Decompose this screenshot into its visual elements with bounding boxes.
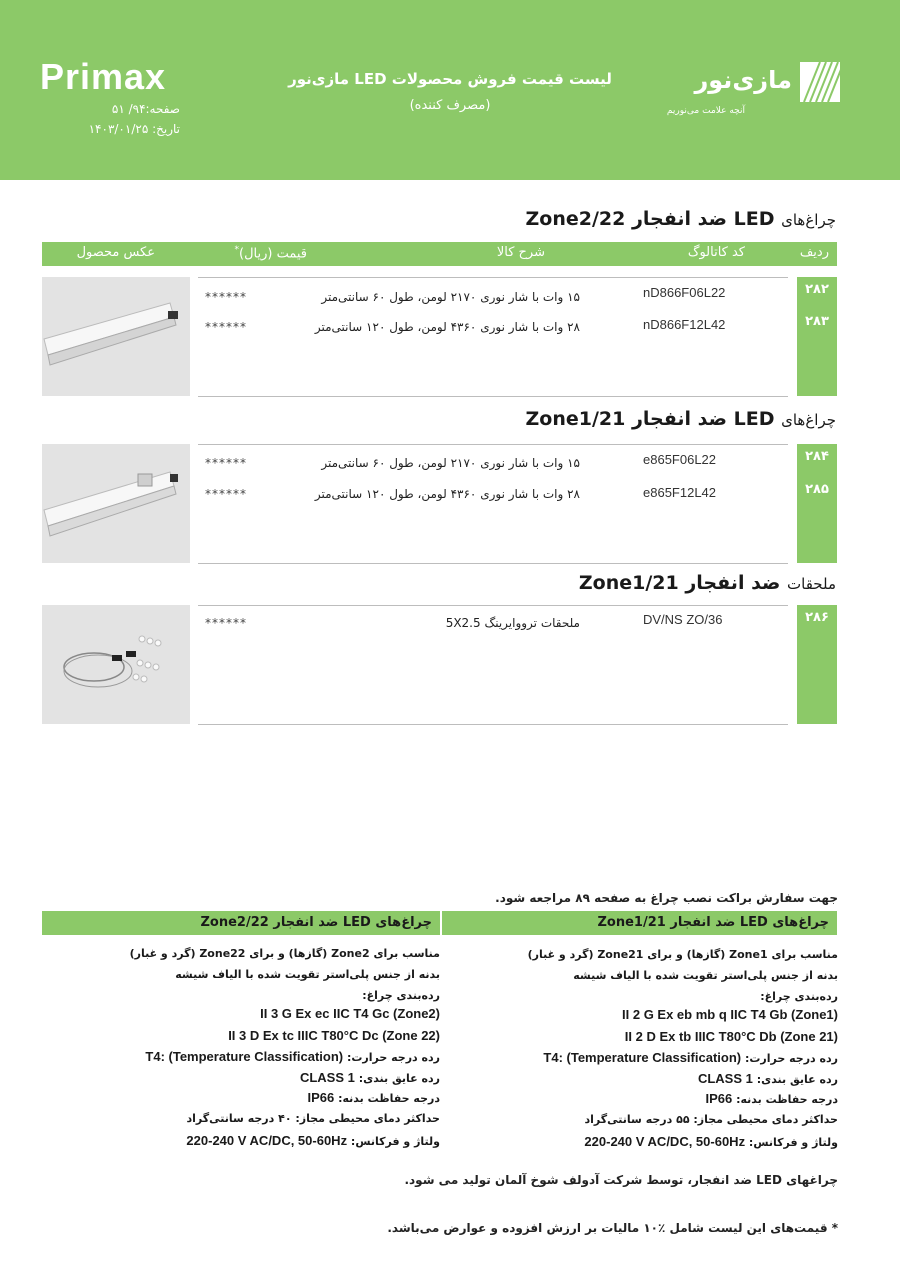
row-divider: [198, 444, 788, 445]
row-number: ۲۸۳: [805, 314, 829, 329]
product-description: ۲۸ وات با شار نوری ۴۳۶۰ لومن، طول ۱۲۰ سانتی‌متر: [314, 487, 580, 501]
spec-ip: درجه حفاظت بدنه: IP66: [705, 1091, 838, 1106]
catalog-code: e865F06L22: [643, 452, 717, 467]
spec-class-dust: II 2 D Ex tb IIIC T80°C Db (Zone 21): [624, 1029, 838, 1044]
bracket-note: جهت سفارش براکت نصب چراغ به صفحه ۸۹ مراجعه شود.: [495, 891, 838, 905]
row-number: ۲۸۶: [805, 610, 829, 625]
column-header-bar: [42, 242, 837, 266]
spec-class-label: رده‌بندی چراغ:: [760, 990, 838, 1003]
product-price: ******: [205, 290, 247, 304]
row-divider: [198, 277, 788, 278]
section-title-accessories: ملحقات ضد انفجار Zone1/21: [578, 572, 836, 594]
product-image: [42, 444, 190, 563]
luminaire-icon: [42, 277, 190, 396]
product-description: ۱۵ وات با شار نوری ۲۱۷۰ لومن، طول ۶۰ سانتی‌متر: [321, 456, 580, 470]
row-divider: [198, 563, 788, 564]
row-divider: [198, 396, 788, 397]
product-price: ******: [205, 320, 247, 334]
spec-suitability: مناسب برای Zone1 (گازها) و برای Zone21 (گرد و غبار): [527, 948, 838, 961]
catalog-code: nD866F12L42: [643, 317, 726, 332]
row-divider: [198, 605, 788, 606]
logo-tagline: آنچه علامت می‌نوریم: [666, 106, 745, 116]
catalog-code: e865F12L42: [643, 485, 717, 500]
spec-suitability: مناسب برای Zone2 (گازها) و برای Zone22 (گرد و غبار): [129, 947, 440, 960]
spec-insulation: رده عایق بندی: CLASS 1: [697, 1071, 838, 1086]
col-price: قیمت (ریال)*: [234, 245, 307, 262]
cable-accessories-icon: [42, 605, 190, 724]
page-number: صفحه:۹۴/ ۵۱: [111, 102, 180, 116]
section-title-zone2: چراغ‌های LED ضد انفجار Zone2/22: [525, 208, 836, 230]
product-description: ۱۵ وات با شار نوری ۲۱۷۰ لومن، طول ۶۰ سانتی‌متر: [321, 290, 580, 304]
product-price: ******: [205, 616, 247, 630]
date-label: تاریخ: ۱۴۰۳/۰۱/۲۵: [88, 122, 180, 136]
spec-ambient: حداکثر دمای محیطی مجاز: ۴۰ درجه سانتی‌گراد: [186, 1112, 440, 1125]
logo-wordmark: مازی‌نور: [694, 66, 792, 94]
spec-voltage: ولتاژ و فرکانس: 220-240 V AC/DC, 50-60Hz: [584, 1134, 838, 1149]
col-catalog: کد کاتالوگ: [687, 245, 745, 260]
spec-header-zone1: چراغ‌های LED ضد انفجار Zone1/21: [442, 911, 837, 935]
spec-temp: رده درجه حرارت: T4: (Temperature Classification): [145, 1049, 440, 1064]
col-row: ردیف: [799, 245, 829, 260]
spec-body: بدنه از جنس پلی‌استر تقویت شده با الیاف شیشه: [175, 968, 440, 981]
vat-note: * قیمت‌های این لیست شامل ٪۱۰ مالیات بر ارزش افزوده و عوارض می‌باشد.: [387, 1221, 838, 1235]
row-number: ۲۸۵: [805, 482, 829, 497]
spec-header-zone2: چراغ‌های LED ضد انفجار Zone2/22: [42, 911, 440, 935]
spec-insulation: رده عایق بندی: CLASS 1: [299, 1070, 440, 1085]
col-image: عکس محصول: [76, 245, 155, 260]
product-image: [42, 605, 190, 724]
spec-ip: درجه حفاظت بدنه: IP66: [307, 1090, 440, 1105]
product-description: ملحقات ترووایرینگ 5X2.5: [445, 616, 580, 630]
product-description: ۲۸ وات با شار نوری ۴۳۶۰ لومن، طول ۱۲۰ سانتی‌متر: [314, 320, 580, 334]
spec-temp: رده درجه حرارت: T4: (Temperature Classification): [543, 1050, 838, 1065]
row-number: ۲۸۴: [805, 449, 829, 464]
product-image: [42, 277, 190, 396]
company-logo: [666, 60, 840, 130]
manufacturer-note: چراغهای LED ضد انفجار، توسط شرکت آدولف شوخ آلمان تولید می شود.: [404, 1173, 838, 1187]
spec-class-label: رده‌بندی چراغ:: [362, 989, 440, 1002]
logo-mark-icon: [800, 62, 840, 102]
catalog-code: DV/NS ZO/36: [643, 612, 723, 627]
spec-voltage: ولتاژ و فرکانس: 220-240 V AC/DC, 50-60Hz: [186, 1133, 440, 1148]
row-divider: [198, 724, 788, 725]
product-price: ******: [205, 456, 247, 470]
brand-name: Primax: [40, 56, 167, 97]
spec-class-gas: II 2 G Ex eb mb q IIC T4 Gb (Zone1): [622, 1007, 838, 1022]
catalog-code: nD866F06L22: [643, 285, 726, 300]
document-subtitle: (مصرف کننده): [409, 98, 491, 113]
section-title-zone1: چراغ‌های LED ضد انفجار Zone1/21: [525, 408, 836, 430]
spec-body: بدنه از جنس پلی‌استر تقویت شده با الیاف شیشه: [573, 969, 838, 982]
spec-ambient: حداکثر دمای محیطی مجاز: ۵۵ درجه سانتی‌گراد: [584, 1113, 838, 1126]
spec-class-gas: II 3 G Ex ec IIC T4 Gc (Zone2): [260, 1006, 440, 1021]
col-desc: شرح کالا: [496, 245, 545, 260]
spec-class-dust: II 3 D Ex tc IIIC T80°C Dc (Zone 22): [228, 1028, 440, 1043]
luminaire-icon: [42, 444, 190, 563]
document-title: لیست قیمت فروش محصولات LED مازی‌نور: [288, 70, 612, 88]
row-number: ۲۸۲: [805, 282, 829, 297]
product-price: ******: [205, 487, 247, 501]
